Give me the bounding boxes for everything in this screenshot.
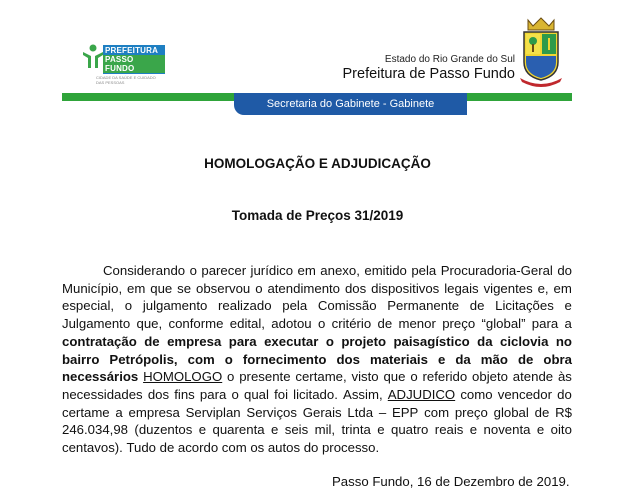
word: global xyxy=(493,404,529,420)
word: e, xyxy=(537,280,549,296)
word: de xyxy=(469,298,485,314)
word: da xyxy=(477,333,493,349)
word: do xyxy=(557,263,572,278)
word: os xyxy=(250,440,265,456)
word: do xyxy=(303,440,319,456)
body-line xyxy=(62,404,572,422)
word: vencedor xyxy=(497,386,552,402)
word: certame, xyxy=(295,369,347,385)
word: quatro xyxy=(390,422,429,438)
word: certame xyxy=(62,404,110,420)
word: Tudo xyxy=(126,440,157,456)
word: Julgamento xyxy=(62,316,131,332)
word: parecer xyxy=(201,263,247,278)
word: autos xyxy=(267,440,301,456)
word: anexo, xyxy=(320,263,360,278)
word: o xyxy=(410,369,418,385)
word: do xyxy=(557,386,572,402)
word: que xyxy=(383,369,406,385)
word: que, xyxy=(136,316,163,332)
word: bairro xyxy=(62,351,100,367)
word: Considerando xyxy=(103,263,186,278)
state-name: Estado do Rio Grande do Sul xyxy=(384,54,515,65)
body-line xyxy=(62,333,572,351)
word: o xyxy=(227,369,235,385)
word: e xyxy=(270,422,279,438)
word: da xyxy=(455,351,471,367)
word: especial, xyxy=(62,298,115,314)
word: mil, xyxy=(314,422,336,438)
word: como xyxy=(460,386,493,402)
word: oito xyxy=(550,422,572,438)
word: Assim, xyxy=(343,386,383,402)
word: dos xyxy=(147,386,170,402)
word: o xyxy=(317,316,326,332)
word: Município, xyxy=(62,280,123,296)
word: trinta xyxy=(341,422,371,438)
emphasis-word: ADJUDICO xyxy=(387,386,456,402)
word: – xyxy=(378,404,387,420)
word: visto xyxy=(351,369,379,385)
word: Comissão xyxy=(317,298,377,314)
logo-line1: PREFEITURA xyxy=(105,46,159,55)
word: e xyxy=(564,298,572,314)
word: noventa xyxy=(483,422,531,438)
word: de xyxy=(159,440,175,456)
word: com xyxy=(424,404,450,420)
word: preço xyxy=(454,404,488,420)
word: edital, xyxy=(229,316,265,332)
word: fornecimento xyxy=(242,351,327,367)
word: para xyxy=(199,386,227,402)
word: contratação xyxy=(62,333,137,349)
word: preço xyxy=(442,316,476,332)
word: dos xyxy=(344,280,367,296)
word: projeto xyxy=(341,333,387,349)
word: referido xyxy=(422,369,468,385)
word: e xyxy=(198,422,207,438)
word: R$ xyxy=(555,404,572,420)
word: de xyxy=(377,316,393,332)
word: e xyxy=(377,422,385,438)
word: critério xyxy=(331,316,372,332)
word: e xyxy=(469,422,478,438)
word: vigentes xyxy=(483,280,533,296)
body-line xyxy=(62,368,572,386)
department-banner xyxy=(234,93,467,115)
coat-of-arms-icon xyxy=(518,16,564,88)
body-line xyxy=(62,421,572,439)
department-name: Secretaria do Gabinete - Gabinete xyxy=(266,98,435,110)
word: Serviplan xyxy=(185,404,241,420)
word: em xyxy=(127,280,146,296)
word: licitado. xyxy=(293,386,338,402)
word: quarenta xyxy=(212,422,265,438)
word: o xyxy=(231,386,239,402)
word: ciclovia xyxy=(500,333,549,349)
word: o xyxy=(224,351,233,367)
body-line xyxy=(62,262,572,280)
word: executar xyxy=(264,333,319,349)
word: jurídico xyxy=(250,263,294,278)
word: que xyxy=(150,280,173,296)
word: atende xyxy=(512,369,554,385)
word: para xyxy=(531,316,559,332)
word: o xyxy=(124,298,133,314)
body-line xyxy=(62,386,572,404)
logo-line2: PASSO FUNDO xyxy=(103,55,165,73)
word: paisagístico xyxy=(393,333,470,349)
word: mão xyxy=(480,351,508,367)
word: pela xyxy=(411,263,437,278)
word: de xyxy=(517,351,534,367)
word: julgamento xyxy=(142,298,208,314)
prefeitura-logo-icon xyxy=(83,44,103,68)
word: materiais xyxy=(369,351,428,367)
word: fins xyxy=(174,386,195,402)
document-subtitle: Tomada de Preços 31/2019 xyxy=(231,208,404,223)
word: Licitações xyxy=(495,298,554,314)
word: o xyxy=(325,333,334,349)
word: 246.034,98 xyxy=(62,422,129,438)
word: realizado xyxy=(218,298,272,314)
body-line xyxy=(62,297,572,315)
word: de xyxy=(534,404,550,420)
word: Gerais xyxy=(302,404,342,420)
word: EPP xyxy=(391,404,419,420)
word: foi xyxy=(274,386,289,402)
document-body xyxy=(62,262,572,457)
word: centavos). xyxy=(62,440,123,456)
word: a xyxy=(564,316,572,332)
word: necessidades xyxy=(62,386,143,402)
word: o xyxy=(255,280,263,296)
prefeitura-logo xyxy=(103,45,165,74)
word: atendimento xyxy=(267,280,341,296)
prefecture-name: Prefeitura de Passo Fundo xyxy=(342,66,515,82)
body-line xyxy=(62,351,572,369)
word: às xyxy=(557,369,572,385)
word: se xyxy=(177,280,192,296)
word: acordo xyxy=(177,440,219,456)
word: conforme xyxy=(168,316,224,332)
word: Ltda xyxy=(347,404,374,420)
word: com xyxy=(221,440,247,456)
word: menor xyxy=(398,316,436,332)
word: obra xyxy=(543,351,572,367)
word: em xyxy=(553,280,572,296)
emphasis-word: HOMOLOGO xyxy=(143,369,223,385)
word: presente xyxy=(239,369,291,385)
word: empresa xyxy=(167,333,222,349)
word: a xyxy=(115,404,123,420)
word: observou xyxy=(196,280,251,296)
document-date: Passo Fundo, 16 de Dezembro de 2019. xyxy=(332,474,570,489)
body-line xyxy=(62,439,572,457)
body-line xyxy=(62,315,572,333)
word: em xyxy=(297,263,316,278)
word: empresa xyxy=(128,404,180,420)
word: “global” xyxy=(481,316,526,332)
word: no xyxy=(555,333,572,349)
word: seis xyxy=(284,422,309,438)
word: emitido xyxy=(364,263,407,278)
logo-tagline: CIDADE DA SAÚDE E CUIDADO DAS PESSOAS xyxy=(96,75,156,85)
word: e xyxy=(536,422,545,438)
word: Procuradoria-Geral xyxy=(440,263,553,278)
word: para xyxy=(228,333,257,349)
word: (duzentos xyxy=(134,422,193,438)
word: necessários xyxy=(62,369,139,385)
word: objeto xyxy=(472,369,508,385)
word: pela xyxy=(282,298,308,314)
word: dos xyxy=(336,351,360,367)
word: e xyxy=(437,351,446,367)
word: processo. xyxy=(321,440,380,456)
word: o xyxy=(189,263,197,278)
word: qual xyxy=(243,386,269,402)
word: dispositivos xyxy=(371,280,440,296)
word: reais xyxy=(434,422,464,438)
word: Serviços xyxy=(246,404,297,420)
word: de xyxy=(144,333,160,349)
word: Permanente xyxy=(387,298,460,314)
word: adotou xyxy=(271,316,312,332)
body-line xyxy=(62,280,572,298)
word: com xyxy=(187,351,215,367)
word: legais xyxy=(444,280,479,296)
word: Petrópolis, xyxy=(109,351,178,367)
document-title: HOMOLOGAÇÃO E ADJUDICAÇÃO xyxy=(204,156,431,171)
